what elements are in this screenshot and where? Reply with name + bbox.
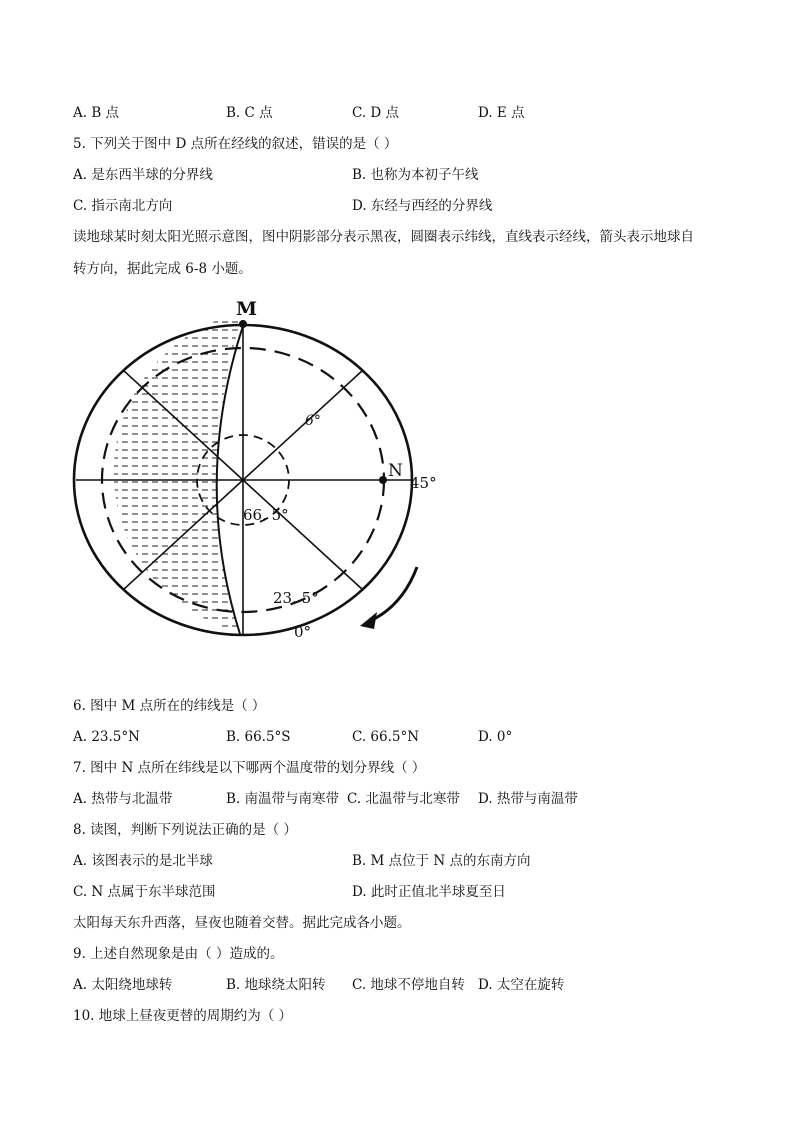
label-45: 45° [410,474,437,492]
q7-stem: 7. 图中 N 点所在纬线是以下哪两个温度带的划分界线（ ） [73,760,426,776]
q9-option-b: B. 地球绕太阳转 [226,977,326,993]
earth-illumination-figure [72,292,442,647]
q5-stem: 5. 下列关于图中 D 点所在经线的叙述，错误的是（ ） [73,136,398,152]
q8-option-d: D. 此时正值北半球夏至日 [352,884,506,900]
q10-stem: 10. 地球上昼夜更替的周期约为（ ） [73,1008,293,1024]
point-n [379,476,387,484]
rotation-arrow-head [360,612,377,629]
q9-option-c: C. 地球不停地自转 [352,977,465,993]
q4-option-d: D. E 点 [478,105,525,121]
point-m [239,320,247,328]
q7-option-a: A. 热带与北温带 [73,791,173,807]
q6-option-c: C. 66.5°N [352,729,420,745]
q4-option-a: A. B 点 [73,105,120,121]
q6-option-d: D. 0° [478,729,513,745]
q8-option-b: B. M 点位于 N 点的东南方向 [352,853,531,869]
q9-stem: 9. 上述自然现象是由（ ）造成的。 [73,946,284,962]
q5-option-d: D. 东经与西经的分界线 [352,198,493,214]
label-6: 6° [305,413,321,429]
intro-6-8-line1: 读地球某时刻太阳光照示意图，图中阴影部分表示黑夜，圆圈表示纬线，直线表示经线，箭头表示地球自 [73,229,694,245]
q5-option-b: B. 也称为本初子午线 [352,167,479,183]
q7-option-b: B. 南温带与南寒带 [226,791,340,807]
label-66-5: 66. 5° [243,506,289,524]
q8-option-a: A. 该图表示的是北半球 [73,853,213,869]
q5-option-c: C. 指示南北方向 [73,198,173,214]
q8-stem: 8. 读图，判断下列说法正确的是（ ） [73,822,297,838]
label-23-5: 23. 5° [273,589,319,607]
q6-stem: 6. 图中 M 点所在的纬线是（ ） [73,698,266,714]
q8-option-c: C. N 点属于东半球范围 [73,884,216,900]
intro-6-8-line2: 转方向，据此完成 6-8 小题。 [73,261,252,277]
q5-option-a: A. 是东西半球的分界线 [73,167,213,183]
label-m: M [236,298,258,320]
q9-option-a: A. 太阳绕地球转 [73,977,173,993]
q4-option-c: C. D 点 [352,105,400,121]
label-0: 0° [294,623,312,641]
q6-option-a: A. 23.5°N [73,729,140,745]
intro-9-10: 太阳每天东升西落，昼夜也随着交替。据此完成各小题。 [73,915,411,931]
q7-option-d: D. 热带与南温带 [478,791,578,807]
q4-option-b: B. C 点 [226,105,273,121]
label-n: N [388,461,403,481]
q9-option-d: D. 太空在旋转 [478,977,565,993]
q6-option-b: B. 66.5°S [226,729,291,745]
q7-option-c: C. 北温带与北寒带 [347,791,460,807]
